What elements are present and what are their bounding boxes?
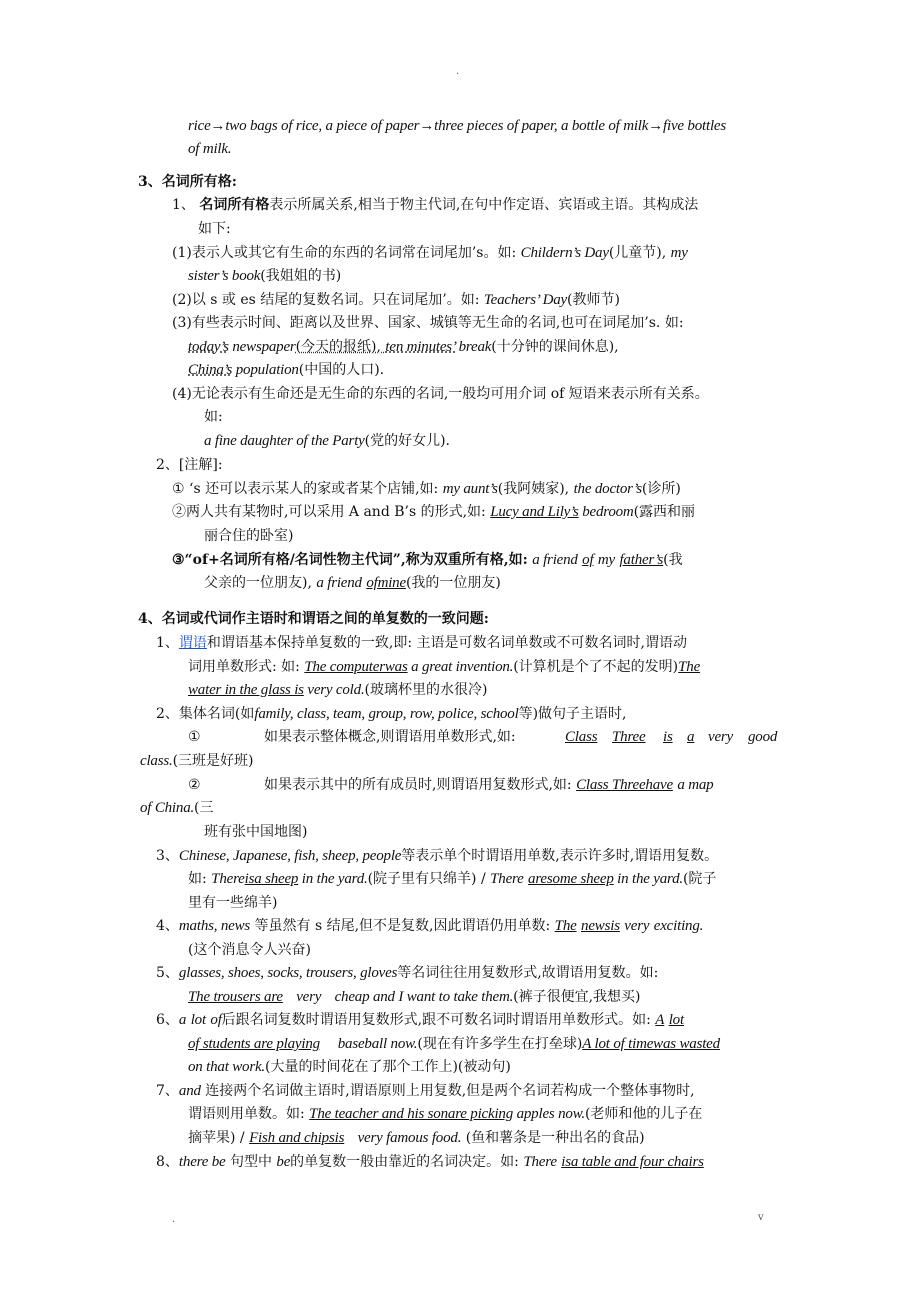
s4-r6-l2c: (现在有许多学生在打垒球) (417, 1036, 583, 1052)
s4-rule-7 (156, 1081, 695, 1101)
s4-r6-c: lot (190, 1012, 206, 1028)
s3-i2-c: (教师节) (567, 292, 620, 308)
s4-rule-1-line3 (188, 680, 487, 700)
s4-r2-s1-c: Class (565, 729, 598, 745)
s3-n1-d: the doctor’s (573, 481, 642, 497)
s4-r8-b: there be (178, 1154, 226, 1170)
s4-r4-g: exciting. (653, 918, 704, 934)
s4-r5-l2a: The trousers are (188, 989, 283, 1005)
s3-i3-l2-p3: (今天的报纸), (295, 339, 386, 355)
s3-p1-line2: 如下: (198, 221, 231, 237)
s4-r2-s2-l2a: of China. (140, 800, 195, 816)
s3-n3-b: a friend (532, 552, 578, 568)
s3-i2-b: Teachers’ Day (483, 292, 567, 308)
s3-i1-c: (儿童节), (608, 245, 667, 261)
s4-r6-g: lot (668, 1012, 684, 1028)
s3-i1-b: Childern’s Day (520, 245, 609, 261)
s4-r1-l2d: (计算机是个了不起的发明) (513, 659, 679, 675)
s3-i3-l2-p2: newspaper (228, 339, 296, 355)
s4-r3-l2g: There (490, 871, 524, 887)
s4-r7-l3c: Fish and chipsis (249, 1130, 345, 1146)
s3-note-2 (172, 502, 695, 522)
s4-r2-s2-l2b: (三 (194, 800, 214, 816)
s4-r1-rest: 和谓语基本保持单复数的一致,即: 主语是可数名词单数或不可数名词时,谓语动 (206, 635, 687, 651)
s3-item-4-line2: 如: (204, 409, 223, 425)
s4-r5-l2b: very (296, 989, 322, 1005)
s3-p1-term: 名词所有格 (199, 197, 270, 213)
s4-r2-sub-2-line2 (140, 798, 214, 818)
s4-r8-g: isa table and four chairs (561, 1154, 704, 1170)
s3-note-1 (172, 479, 681, 499)
intro-line-1: rice→two bags of rice, a piece of paper→three pieces of paper, a bottle of milk→five bottles (188, 118, 727, 134)
s4-r2-sub-2-text (264, 775, 713, 795)
s4-r7-l2c: apples now. (513, 1106, 585, 1122)
section-4-heading: 4、名词或代词作主语时和谓语之间的单复数的一致问题: (138, 611, 489, 627)
s4-rule-7-line3 (188, 1128, 645, 1148)
s3-n2-c: bedroom (578, 504, 634, 520)
s4-r2-s2-d: a map (677, 777, 714, 793)
s4-rule-3-line3: 里有一些绵羊) (188, 895, 278, 911)
s4-r1-link[interactable]: 谓语 (178, 635, 207, 651)
s3-n2-a: ②两人共有某物时,可以采用 A and B’s 的形式,如: (172, 504, 486, 520)
s4-r6-f: A (655, 1012, 665, 1028)
s3-i3-l3-p3: (中国的人口). (298, 362, 385, 378)
s3-item-1 (172, 243, 688, 263)
s4-r3-num: 3、 (156, 848, 179, 864)
s3-note-2-line2: 丽合住的卧室) (204, 528, 294, 544)
s4-r2-sub-1-marker: ① (188, 729, 201, 745)
s4-r2-s1-g: very (708, 729, 734, 745)
s4-r4-c: 等虽然有 s 结尾,但不是复数,因此谓语仍用单数: (254, 918, 551, 934)
s3-i3-l3-p2: population (232, 362, 299, 378)
s4-r3-b: Chinese, Japanese, fish, sheep, people (178, 848, 402, 864)
s4-r1-l2a: 词用单数形式: 如: (188, 659, 300, 675)
s4-r7-c: 连接两个名词做主语时,谓语原则上用复数,但是两个名词若构成一个整体事物时, (205, 1083, 695, 1099)
s4-r7-l3b: / (239, 1130, 245, 1146)
s3-n3-l2c: ofmine (366, 575, 406, 591)
s3-item-3-line2 (188, 337, 619, 357)
s4-rule-2 (156, 704, 627, 724)
s3-p1-rest: 表示所属关系,相当于物主代词,在句中作定语、宾语或主语。其构成法 (269, 197, 699, 213)
s4-r2-s1-l2a: class. (140, 753, 173, 769)
s3-item-2 (172, 290, 620, 310)
s4-r7-l2a: 谓语则用单数。如: (188, 1106, 305, 1122)
s4-rule-7-line2 (188, 1104, 702, 1124)
s3-i1-d: my (670, 245, 688, 261)
s4-r2-c: 等)做句子主语时, (518, 706, 627, 722)
s4-r2-s1-l2b: (三班是好班) (172, 753, 254, 769)
s3-item-3: (3)有些表示时间、距离以及世界、国家、城镇等无生命的名词,也可在词尾加’s. 如: (172, 315, 684, 331)
s4-r3-l2f: / (480, 871, 486, 887)
s3-p1-num: 1、 (172, 197, 195, 213)
s4-rule-5-line2 (188, 987, 641, 1007)
s4-rule-3 (156, 846, 718, 866)
section-3-heading: 3、名词所有格: (138, 174, 237, 190)
s4-r3-l2j: (院子 (682, 871, 717, 887)
s4-r4-b: maths, news (178, 918, 251, 934)
s4-r2-b: family, class, team, group, row, police, school (254, 706, 519, 722)
s4-r3-l2i: in the yard. (613, 871, 683, 887)
s4-r6-l3a: on that work. (188, 1059, 265, 1075)
s4-r4-f: very (624, 918, 650, 934)
s4-r5-num: 5、 (156, 965, 179, 981)
s4-r4-num: 4、 (156, 918, 179, 934)
s3-i2-a: (2)以 s 或 es 结尾的复数名词。只在词尾加’。如: (172, 292, 480, 308)
s4-rule-8 (156, 1152, 704, 1172)
s4-r7-b: and (178, 1083, 201, 1099)
s3-item-1-line2 (188, 266, 341, 286)
s4-r2-sub-1-line2 (140, 751, 254, 771)
s4-r6-l2b: baseball now. (337, 1036, 418, 1052)
s4-r4-e: newsis (581, 918, 620, 934)
s4-r2-a: 2、集体名词(如 (156, 706, 255, 722)
s4-r2-sub-1-text: 如果表示整体概念,则谓语用单数形式,如: (264, 729, 516, 745)
s4-r4-d: The (554, 918, 577, 934)
s3-n3-a: ③“of+名词所有格/名词性物主代词”,称为双重所有格,如: (172, 552, 528, 568)
s4-r3-c: 等表示单个时谓语用单数,表示许多时,谓语用复数。 (401, 848, 719, 864)
s3-i4-l3b: (党的好女儿). (364, 433, 450, 449)
s3-i3-l2-p6: (十分钟的课间休息), (491, 339, 619, 355)
s4-r2-s1-f: a (687, 729, 695, 745)
s4-r7-l2b: The teacher and his sonare picking (309, 1106, 514, 1122)
s3-point-2: 2、[注解]: (156, 457, 223, 473)
s4-r8-f: There (523, 1154, 557, 1170)
s4-r7-l2d: (老师和他的儿子在 (584, 1106, 703, 1122)
s4-r5-c: 等名词往往用复数形式,故谓语用复数。如: (397, 965, 659, 981)
s4-rule-5 (156, 963, 658, 983)
s3-n1-e: (诊所) (641, 481, 681, 497)
s3-i3-l2-p4: ten minutes’ (385, 339, 456, 355)
s4-r1-l2e: The (678, 659, 701, 675)
s4-rule-4 (156, 916, 703, 936)
s3-item-4: (4)无论表示有生命还是无生命的东西的名词,一般均可用介词 of 短语来表示所有关系。 (172, 386, 709, 402)
s4-r1-l2b: The computerwas (304, 659, 408, 675)
s4-rule-6-line3 (188, 1057, 511, 1077)
s3-n3-l2b: a friend (316, 575, 362, 591)
s3-i4-l3a: a fine daughter of the Party (204, 433, 365, 449)
s4-r3-l2a: 如: (188, 871, 207, 887)
s4-r2-s1-h: good (748, 729, 778, 745)
s4-r2-s2-c: Class Threehave (576, 777, 673, 793)
s4-r6-d: of (210, 1012, 222, 1028)
s4-r8-d: be (276, 1154, 291, 1170)
s4-rule-1 (156, 633, 687, 653)
s4-r5-b: glasses, shoes, socks, trousers, gloves (178, 965, 398, 981)
s4-r3-l2e: (院子里有只绵羊) (367, 871, 477, 887)
footer-right-mark: v (758, 1212, 764, 1223)
s3-n1-b: my aunt’s (442, 481, 498, 497)
s4-rule-3-line2 (188, 869, 716, 889)
s3-n3-f: (我 (663, 552, 683, 568)
s4-r1-l3a: water in the glass is (188, 682, 304, 698)
s4-r3-l2d: in the yard. (298, 871, 368, 887)
s4-r1-l3c: (玻璃杯里的水很冷) (364, 682, 488, 698)
s3-n2-b: Lucy and Lily’s (490, 504, 579, 520)
s3-i1-a: (1)表示人或其它有生命的东西的名词常在词尾加’s。如: (172, 245, 517, 261)
s3-i1-l2b: (我姐姐的书) (260, 268, 342, 284)
s4-r2-s1-d: Three (612, 729, 646, 745)
s3-n2-d: (露西和丽 (633, 504, 696, 520)
s4-r6-b: a (178, 1012, 187, 1028)
header-mark: . (456, 66, 460, 77)
s4-r7-l3d: very famous food. (357, 1130, 462, 1146)
s3-n3-d: my (597, 552, 615, 568)
s3-n3-l2a: 父亲的一位朋友), (204, 575, 312, 591)
s4-r2-s2-b: 如果表示其中的所有成员时,则谓语用复数形式,如: (264, 777, 572, 793)
s4-rule-1-line2 (188, 657, 700, 677)
s4-r5-l2d: (裤子很便宜,我想买) (513, 989, 641, 1005)
s4-r1-l3b: very cold. (303, 682, 365, 698)
s3-i1-l2a: sister’s book (188, 268, 261, 284)
s4-r6-l2d: A lot of timewas wasted (582, 1036, 720, 1052)
s4-r5-l2c: cheap and I want to take them. (334, 989, 514, 1005)
s4-r7-num: 7、 (156, 1083, 179, 1099)
s4-rule-4-line2: (这个消息令人兴奋) (188, 942, 311, 958)
s4-r1-num: 1、 (156, 635, 179, 651)
s3-item-3-line3 (188, 360, 384, 380)
s3-n1-c: (我阿姨家), (497, 481, 570, 497)
s4-r2-s1-e: is (663, 729, 673, 745)
s3-note-3 (172, 550, 683, 570)
s4-r8-c: 句型中 (229, 1154, 272, 1170)
s4-r3-l2h: aresome sheep (528, 871, 614, 887)
s4-r7-l3e: (鱼和薯条是一种出名的食品) (465, 1130, 645, 1146)
s4-r1-l2c: a great invention. (407, 659, 514, 675)
s3-i3-l2-p5: break (455, 339, 492, 355)
s4-r7-l3a: 摘苹果) (188, 1130, 236, 1146)
s4-r2-sub-2-marker: ② (188, 777, 201, 793)
s3-n3-l2d: (我的一位朋友) (405, 575, 501, 591)
s4-r3-l2c: isa sheep (244, 871, 299, 887)
s3-item-4-line3 (204, 431, 450, 451)
footer-left-mark: . (172, 1214, 176, 1225)
s4-r2-sub-2-line3: 班有张中国地图) (204, 824, 308, 840)
s4-r6-num: 6、 (156, 1012, 179, 1028)
s4-r3-l2b: There (211, 871, 245, 887)
s3-i3-l3-p1: China’s (188, 362, 233, 378)
s3-note-3-line2 (204, 573, 501, 593)
s4-r6-l2a: of students are playing (188, 1036, 320, 1052)
s3-point-1 (172, 195, 698, 215)
s4-rule-6-line2 (188, 1034, 720, 1054)
intro-line-2: of milk. (188, 141, 232, 157)
s3-i3-l2-p1: today’s (188, 339, 229, 355)
s3-n3-e: father’s (619, 552, 664, 568)
s3-n1-a: ① ‘s 还可以表示某人的家或者某个店铺,如: (172, 481, 439, 497)
s4-rule-6 (156, 1010, 684, 1030)
s4-r6-e: 后跟名词复数时谓语用复数形式,跟不可数名词时谓语用单数形式。如: (221, 1012, 651, 1028)
s4-r8-num: 8、 (156, 1154, 179, 1170)
s4-r8-e: 的单复数一般由靠近的名词决定。如: (290, 1154, 519, 1170)
s4-r6-l3b: (大量的时间花在了那个工作上)(被动句) (265, 1059, 511, 1075)
s3-n3-c: of (582, 552, 594, 568)
